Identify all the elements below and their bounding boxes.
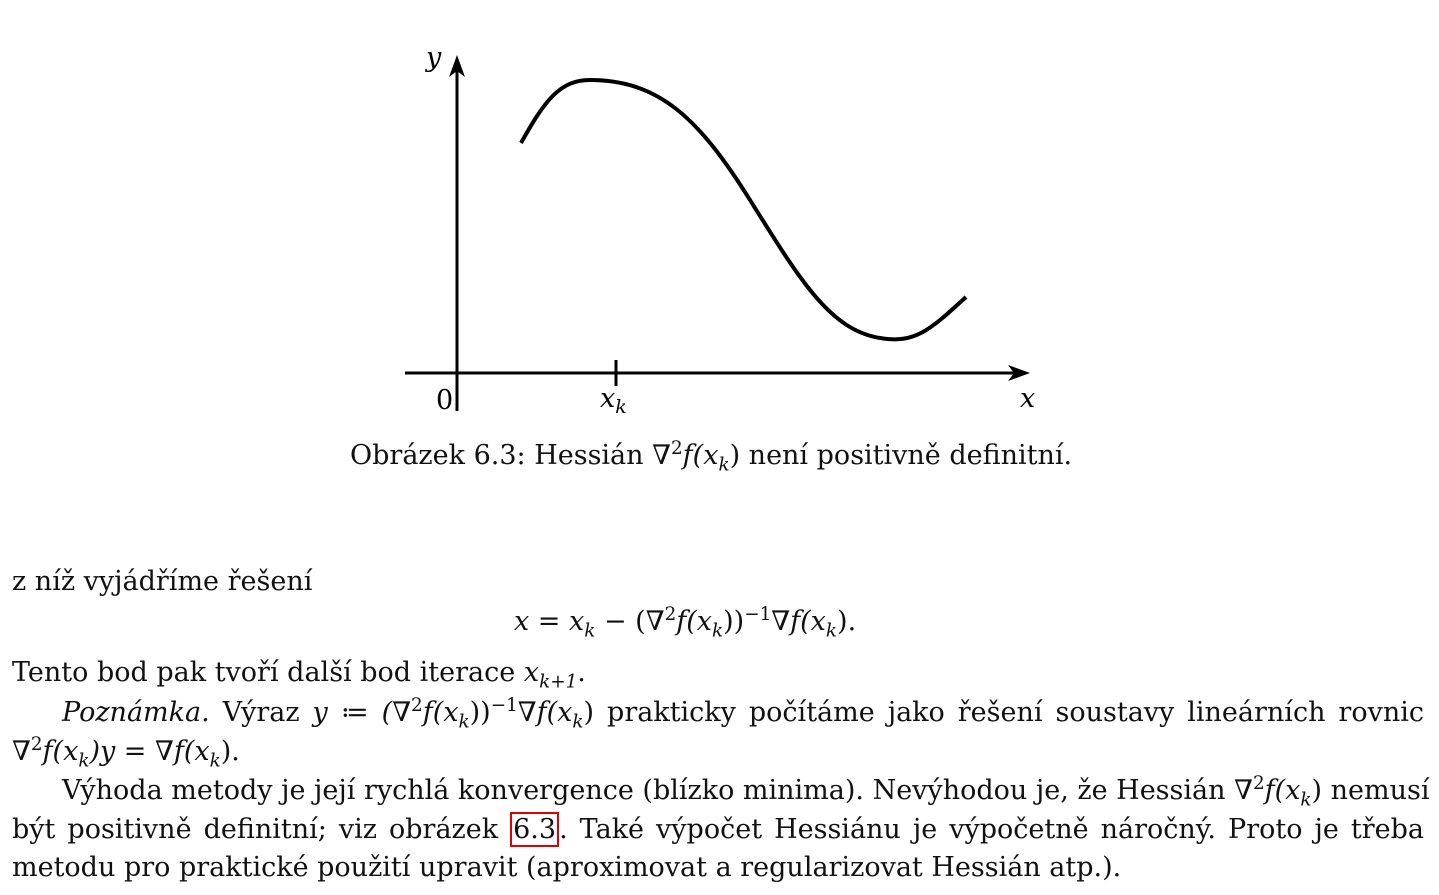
newton-step-equation: $x = x_k - (\nabla^2f(x_k))^{-1}\nabla f(x_k)$.: [514, 604, 857, 642]
y-axis-label: y: [426, 42, 442, 73]
note-line-1: Poznámka. Výraz y ≔ $(\nabla^2f(x_k))^{-1}\nabla f(x_k)$ prakticky počítáme jako řešení soustavy lineárních rovnic: [62, 695, 1424, 733]
para-line-1: Výhoda metody je její rychlá konvergence (blízko minima). Nevýhodou je, že Hessián $\nabla^2f(x_k)$ nemusí: [62, 773, 1430, 811]
figure-caption: Obrázek 6.3: Hessián $\nabla^2f(x_k)$ není positivně definitní.: [350, 438, 1073, 476]
intro-line: z níž vyjádříme řešení: [12, 566, 313, 597]
function-curve: [521, 80, 966, 339]
para-line-3: metodu pro praktické použití upravit (aproximovat a regularizovat Hessián atp.).: [12, 852, 1122, 883]
xk-tick-label: $x_k$: [600, 383, 627, 418]
x-axis-label: x: [1020, 383, 1036, 414]
figure-reference-link[interactable]: 6.3: [510, 812, 559, 847]
note-label: Poznámka.: [62, 697, 210, 728]
para-line-2: být positivně definitní; viz obrázek 6.3 . Také výpočet Hessiánu je výpočetně náročný. Proto je třeba: [12, 814, 1424, 845]
iteration-point-line: Tento bod pak tvoří další bod iterace $x_{k+1}$.: [12, 657, 586, 693]
xk-tick-subscript: k: [615, 396, 627, 418]
note-line-2: $\nabla^2f(x_k)y = \nabla f(x_k)$.: [12, 734, 240, 772]
origin-label: 0: [436, 385, 454, 416]
